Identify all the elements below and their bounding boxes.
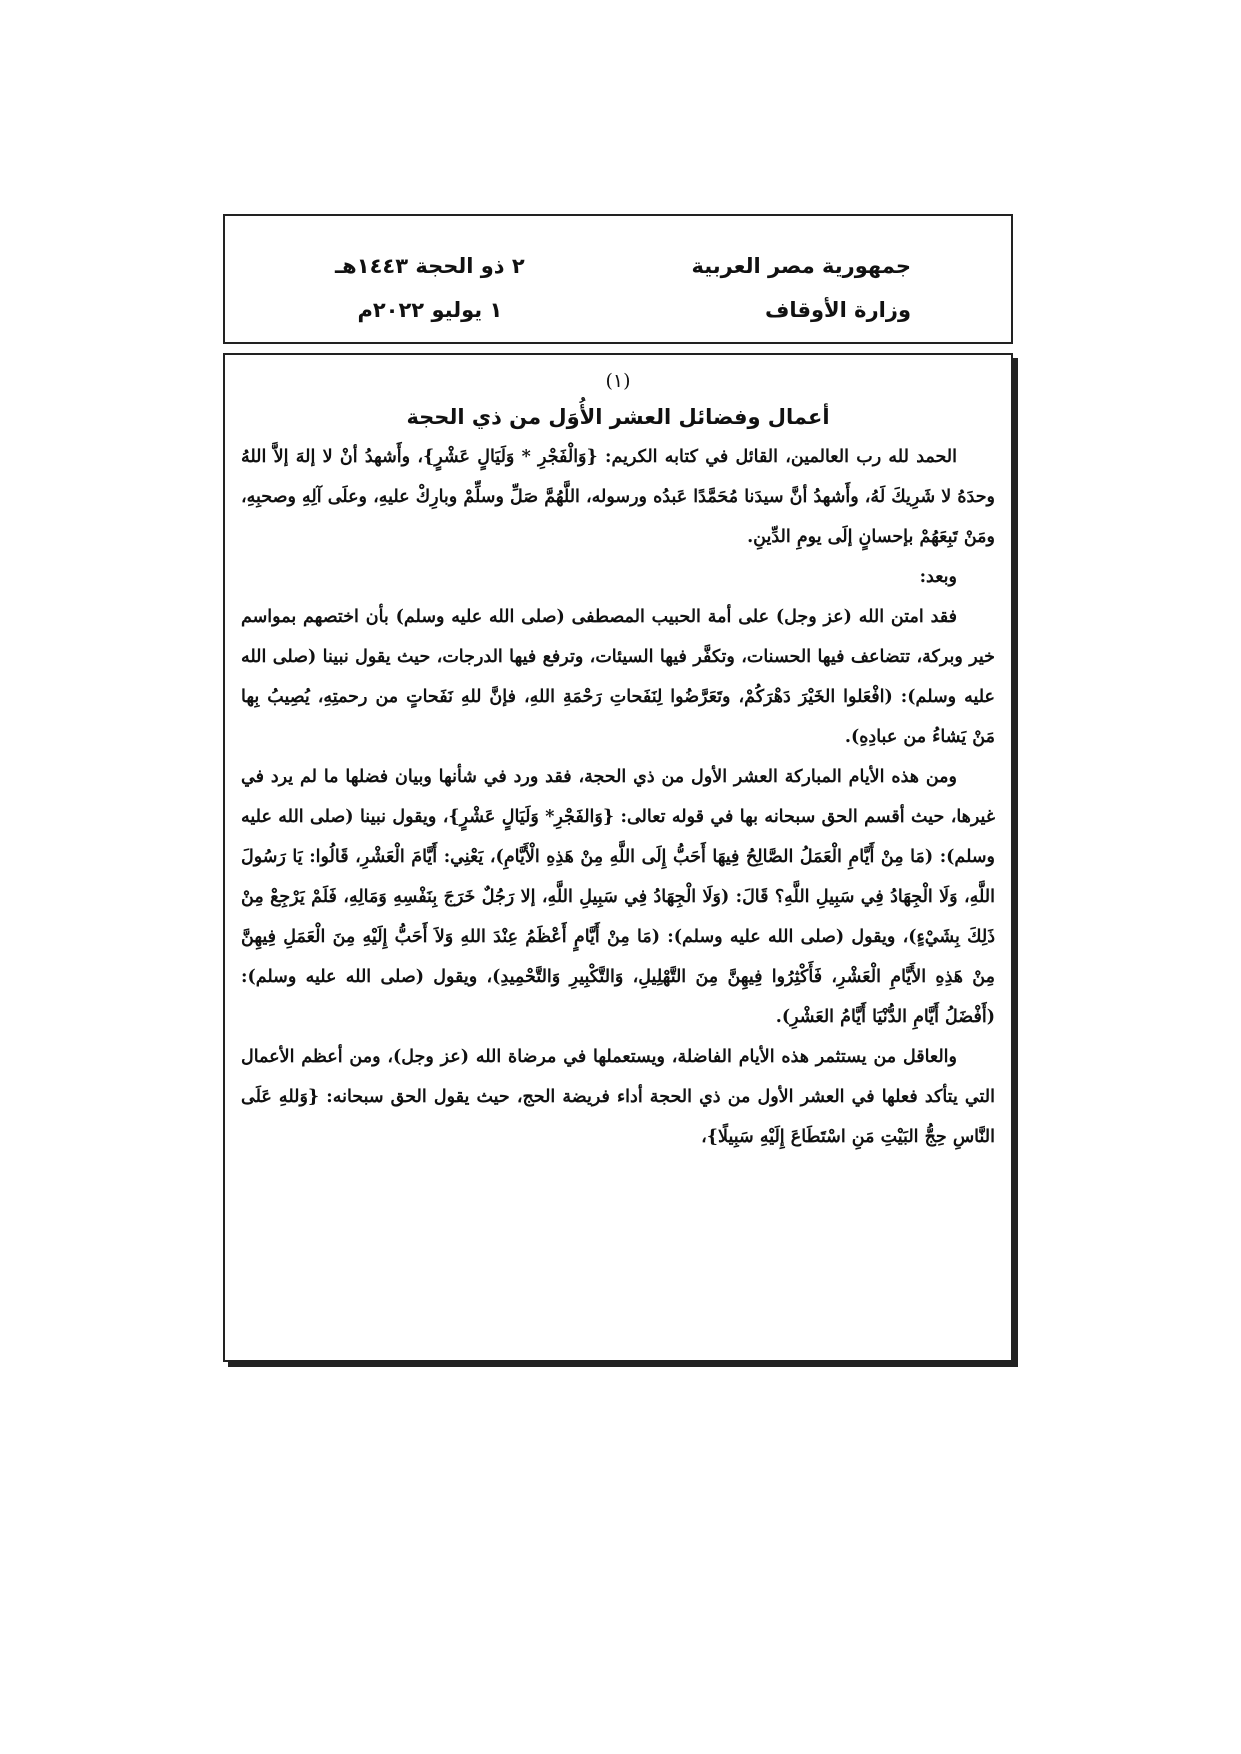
gregorian-date: ١ يوليو ٢٠٢٢م xyxy=(357,298,503,322)
header-box xyxy=(223,214,1013,344)
paragraph-ten-days: ومن هذه الأيام المباركة العشر الأول من ذي الحجة، فقد ورد في شأنها وبيان فضلها ما لم يرد في غيرها، حيث أقسم الحق سبحانه بها في قوله تعالى: {وَالفَجْرِ* وَلَيَالٍ عَشْرٍ}، ويقول نبينا (صلى الله عليه وسلم): (مَا مِنْ أَيَّامِ الْعَمَلُ الصَّالِحُ فِيهَا أَحَبُّ إِلَى اللَّهِ مِنْ هَذِهِ الْأَيَّامِ)، يَعْنِي: أَيَّامَ الْعَشْرِ، قَالُوا: يَا رَسُولَ اللَّهِ، وَلَا الْجِهَادُ فِي سَبِيلِ اللَّهِ؟ قَالَ: (وَلَا الْجِهَادُ فِي سَبِيلِ اللَّهِ، إلا رَجُلٌ خَرَجَ بِنَفْسِهِ وَمَالِهِ، فَلَمْ يَرْجِعْ مِنْ ذَلِكَ بِشَيْءٍ)، ويقول (صلى الله عليه وسلم): (مَا مِنْ أَيَّامٍ أَعْظَمُ عِنْدَ اللهِ وَلاَ أَحَبُّ إِلَيْهِ مِنَ الْعَمَلِ فِيهِنَّ مِنْ هَذِهِ الأَيَّامِ الْعَشْرِ، فَأَكْثِرُوا فِيهِنَّ مِنَ التَّهْلِيلِ، وَالتَّكْبِيرِ وَالتَّحْمِيدِ)، ويقول (صلى الله عليه وسلم): (أَفْضَلُ أَيَّامِ الدُّنْيَا أَيَّامُ العَشْرِ). xyxy=(241,767,995,1027)
ministry-name: وزارة الأوقاف xyxy=(764,298,911,322)
header-left-block xyxy=(335,244,525,332)
paragraph-wabaad: وبعد: xyxy=(919,567,957,587)
paragraph-blessings: فقد امتن الله (عز وجل) على أمة الحبيب المصطفى (صلى الله عليه وسلم) بأن اختصهم بمواسم خير وبركة، تتضاعف فيها الحسنات، وتكفَّر فيها السيئات، وترفع فيها الدرجات، حيث يقول نبينا (صلى الله عليه وسلم): (افْعَلوا الخَيْرَ دَهْرَكُمْ، وتَعَرَّضُوا لِنَفَحاتِ رَحْمَةِ اللهِ، فإنَّ للهِ نَفَحاتٍ من رحمتِهِ، يُصِيبُ بِها مَنْ يَشاءُ من عبادِهِ). xyxy=(241,607,995,747)
page-number: (١) xyxy=(605,370,631,392)
header-right-block xyxy=(691,244,911,332)
country-name: جمهورية مصر العربية xyxy=(691,254,911,278)
content-box xyxy=(223,353,1013,1362)
page-title: أعمال وفضائل العشر الأُوَل من ذي الحجة xyxy=(406,405,830,429)
hijri-date: ٢ ذو الحجة ١٤٤٣هـ xyxy=(335,254,525,278)
paragraph-hajj: والعاقل من يستثمر هذه الأيام الفاضلة، ويستعملها في مرضاة الله (عز وجل)، ومن أعظم الأعمال التي يتأكد فعلها في العشر الأول من ذي الحجة أداء فريضة الحج، حيث يقول الحق سبحانه: {وَللهِ عَلَى النَّاسِ حِجُّ البَيْتِ مَنِ اسْتَطَاعَ إِلَيْهِ سَبِيلًا}، xyxy=(241,1047,995,1147)
paragraph-intro: الحمد لله رب العالمين، القائل في كتابه الكريم: {وَالْفَجْرِ * وَلَيَالٍ عَشْرٍ}، وأَشهدُ أنْ لا إلهَ إلاَّ اللهُ وحدَهُ لا شَرِيكَ لَهُ، وأَشهدُ أنَّ سيدَنا مُحَمَّدًا عَبدُه ورسوله، اللَّهُمَّ صَلِّ وسلِّمْ وبارِكْ عليهِ، وعلَى آلِهِ وصحبِهِ، ومَنْ تَبِعَهُمْ بإحسانٍ إلَى يومِ الدِّينِ. xyxy=(241,447,995,547)
